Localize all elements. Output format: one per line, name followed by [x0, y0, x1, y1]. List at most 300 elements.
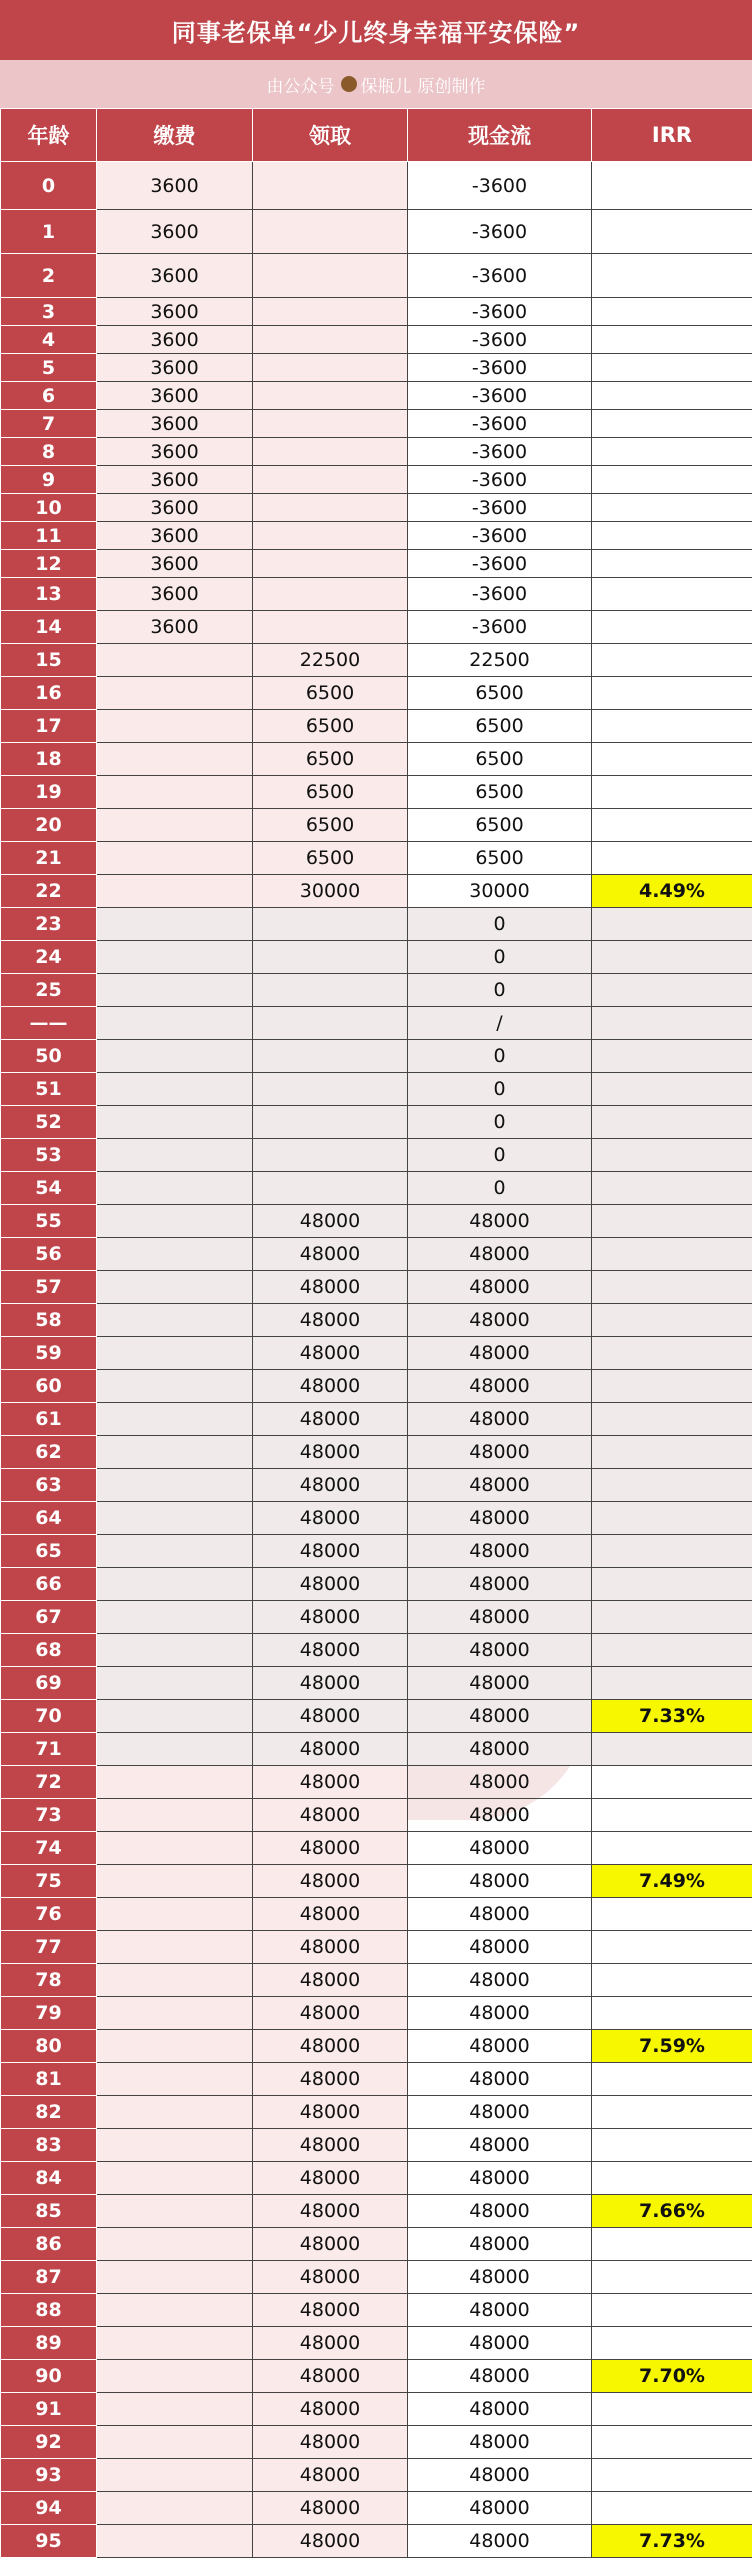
irr-cell	[592, 677, 752, 710]
cashflow-cell: 48000	[408, 2030, 592, 2063]
table-row	[1, 1601, 752, 1634]
age-cell: 56	[1, 1238, 97, 1271]
receive-cell: 48000	[253, 2228, 408, 2261]
age-cell: 76	[1, 1898, 97, 1931]
table-row	[1, 611, 752, 644]
table-row	[1, 644, 752, 677]
table-row	[1, 494, 752, 522]
receive-cell	[253, 1172, 408, 1205]
table-row	[1, 254, 752, 298]
age-cell: 5	[1, 354, 97, 382]
cashflow-cell: -3600	[408, 494, 592, 522]
payment-cell	[97, 1238, 253, 1271]
table-row	[1, 1139, 752, 1172]
cashflow-cell: 48000	[408, 1634, 592, 1667]
irr-cell	[592, 2261, 752, 2294]
age-cell: 3	[1, 298, 97, 326]
cashflow-cell: 48000	[408, 1436, 592, 1469]
irr-table	[0, 108, 752, 2558]
payment-cell: 3600	[97, 438, 253, 466]
irr-cell	[592, 326, 752, 354]
irr-cell	[592, 254, 752, 298]
irr-cell	[592, 1931, 752, 1964]
cashflow-cell: 48000	[408, 1568, 592, 1601]
irr-cell	[592, 1799, 752, 1832]
irr-cell	[592, 2096, 752, 2129]
table-row	[1, 1007, 752, 1040]
receive-cell: 48000	[253, 1502, 408, 1535]
irr-cell	[592, 908, 752, 941]
cashflow-cell: 0	[408, 1073, 592, 1106]
cashflow-cell: -3600	[408, 254, 592, 298]
receive-cell	[253, 382, 408, 410]
payment-cell	[97, 1898, 253, 1931]
cashflow-cell: 48000	[408, 1304, 592, 1337]
payment-cell	[97, 842, 253, 875]
irr-cell	[592, 611, 752, 644]
age-cell: 16	[1, 677, 97, 710]
irr-cell	[592, 382, 752, 410]
payment-cell	[97, 1205, 253, 1238]
payment-cell	[97, 1040, 253, 1073]
age-cell: ——	[1, 1007, 97, 1040]
age-cell: 22	[1, 875, 97, 908]
payment-cell	[97, 2162, 253, 2195]
receive-cell: 48000	[253, 1898, 408, 1931]
irr-cell	[592, 550, 752, 578]
table-row	[1, 354, 752, 382]
payment-cell	[97, 1106, 253, 1139]
header-irr: IRR	[592, 109, 752, 162]
payment-cell	[97, 2459, 253, 2492]
receive-cell: 6500	[253, 776, 408, 809]
payment-cell: 3600	[97, 382, 253, 410]
cashflow-cell: 48000	[408, 1733, 592, 1766]
irr-cell	[592, 1601, 752, 1634]
payment-cell: 3600	[97, 466, 253, 494]
subtitle-prefix: 由公众号	[267, 72, 335, 97]
table-row	[1, 2426, 752, 2459]
receive-cell: 48000	[253, 1964, 408, 1997]
receive-cell	[253, 1073, 408, 1106]
table-row	[1, 1733, 752, 1766]
cashflow-cell: -3600	[408, 298, 592, 326]
irr-cell	[592, 210, 752, 254]
age-cell: 84	[1, 2162, 97, 2195]
irr-cell: 7.33%	[592, 1700, 752, 1733]
payment-cell	[97, 1139, 253, 1172]
age-cell: 21	[1, 842, 97, 875]
table-row	[1, 210, 752, 254]
cashflow-cell: -3600	[408, 382, 592, 410]
table-row	[1, 2129, 752, 2162]
irr-cell	[592, 1898, 752, 1931]
irr-cell	[592, 1403, 752, 1436]
receive-cell: 48000	[253, 1667, 408, 1700]
payment-cell: 3600	[97, 254, 253, 298]
irr-cell: 7.73%	[592, 2525, 752, 2558]
age-cell: 55	[1, 1205, 97, 1238]
irr-cell	[592, 2327, 752, 2360]
payment-cell	[97, 875, 253, 908]
age-cell: 73	[1, 1799, 97, 1832]
payment-cell	[97, 1997, 253, 2030]
cashflow-cell: 48000	[408, 2360, 592, 2393]
table-row	[1, 875, 752, 908]
age-cell: 51	[1, 1073, 97, 1106]
receive-cell: 48000	[253, 1568, 408, 1601]
payment-cell: 3600	[97, 611, 253, 644]
table-row	[1, 1403, 752, 1436]
payment-cell: 3600	[97, 326, 253, 354]
table-row	[1, 1370, 752, 1403]
irr-cell	[592, 2393, 752, 2426]
table-row	[1, 578, 752, 611]
payment-cell	[97, 1601, 253, 1634]
receive-cell	[253, 354, 408, 382]
cashflow-cell: 0	[408, 1106, 592, 1139]
irr-cell	[592, 1667, 752, 1700]
irr-cell	[592, 1370, 752, 1403]
irr-cell	[592, 2063, 752, 2096]
receive-cell: 48000	[253, 1997, 408, 2030]
payment-cell	[97, 1535, 253, 1568]
brand-avatar-icon	[341, 76, 357, 92]
payment-cell	[97, 974, 253, 1007]
receive-cell: 48000	[253, 1469, 408, 1502]
age-cell: 61	[1, 1403, 97, 1436]
age-cell: 80	[1, 2030, 97, 2063]
irr-cell	[592, 1172, 752, 1205]
age-cell: 54	[1, 1172, 97, 1205]
age-cell: 14	[1, 611, 97, 644]
header-payment: 缴费	[97, 109, 253, 162]
cashflow-cell: 48000	[408, 2162, 592, 2195]
receive-cell	[253, 326, 408, 354]
age-cell: 90	[1, 2360, 97, 2393]
table-row	[1, 1964, 752, 1997]
age-cell: 7	[1, 410, 97, 438]
table-row	[1, 2063, 752, 2096]
table-header-row	[1, 109, 752, 162]
payment-cell	[97, 2261, 253, 2294]
payment-cell	[97, 2327, 253, 2360]
payment-cell	[97, 1370, 253, 1403]
irr-cell	[592, 743, 752, 776]
receive-cell: 48000	[253, 1370, 408, 1403]
table-row	[1, 1568, 752, 1601]
cashflow-cell: -3600	[408, 162, 592, 210]
cashflow-cell: 48000	[408, 1898, 592, 1931]
cashflow-cell: 48000	[408, 1205, 592, 1238]
age-cell: 86	[1, 2228, 97, 2261]
age-cell: 94	[1, 2492, 97, 2525]
receive-cell	[253, 908, 408, 941]
irr-cell	[592, 1766, 752, 1799]
age-cell: 0	[1, 162, 97, 210]
table-row	[1, 2030, 752, 2063]
age-cell: 13	[1, 578, 97, 611]
table-row	[1, 298, 752, 326]
receive-cell	[253, 410, 408, 438]
receive-cell: 48000	[253, 2393, 408, 2426]
receive-cell	[253, 438, 408, 466]
cashflow-cell: -3600	[408, 354, 592, 382]
irr-cell	[592, 1040, 752, 1073]
payment-cell	[97, 710, 253, 743]
age-cell: 20	[1, 809, 97, 842]
payment-cell	[97, 677, 253, 710]
irr-cell: 4.49%	[592, 875, 752, 908]
table-row	[1, 1040, 752, 1073]
payment-cell	[97, 1733, 253, 1766]
receive-cell: 48000	[253, 2525, 408, 2558]
cashflow-cell: 48000	[408, 2294, 592, 2327]
age-cell: 23	[1, 908, 97, 941]
receive-cell	[253, 522, 408, 550]
table-row	[1, 2162, 752, 2195]
cashflow-cell: 22500	[408, 644, 592, 677]
payment-cell	[97, 2525, 253, 2558]
irr-cell	[592, 974, 752, 1007]
age-cell: 79	[1, 1997, 97, 2030]
irr-cell	[592, 1832, 752, 1865]
irr-cell	[592, 1469, 752, 1502]
cashflow-cell: 48000	[408, 1997, 592, 2030]
table-row	[1, 2525, 752, 2558]
receive-cell: 48000	[253, 2327, 408, 2360]
table-row	[1, 550, 752, 578]
age-cell: 6	[1, 382, 97, 410]
payment-cell: 3600	[97, 522, 253, 550]
payment-cell	[97, 1964, 253, 1997]
payment-cell	[97, 1865, 253, 1898]
table-body	[1, 162, 752, 2558]
cashflow-cell: 48000	[408, 1238, 592, 1271]
table-row	[1, 1535, 752, 1568]
table-row	[1, 1172, 752, 1205]
table-row	[1, 2228, 752, 2261]
irr-cell	[592, 1205, 752, 1238]
age-cell: 24	[1, 941, 97, 974]
irr-cell	[592, 578, 752, 611]
table-row	[1, 1667, 752, 1700]
age-cell: 18	[1, 743, 97, 776]
age-cell: 64	[1, 1502, 97, 1535]
receive-cell: 48000	[253, 1865, 408, 1898]
receive-cell	[253, 1040, 408, 1073]
irr-cell	[592, 410, 752, 438]
age-cell: 10	[1, 494, 97, 522]
cashflow-cell: -3600	[408, 578, 592, 611]
irr-cell	[592, 1568, 752, 1601]
payment-cell: 3600	[97, 162, 253, 210]
age-cell: 70	[1, 1700, 97, 1733]
payment-cell	[97, 1766, 253, 1799]
table-row	[1, 382, 752, 410]
age-cell: 25	[1, 974, 97, 1007]
receive-cell	[253, 298, 408, 326]
receive-cell: 48000	[253, 1766, 408, 1799]
irr-cell: 7.59%	[592, 2030, 752, 2063]
cashflow-cell: 48000	[408, 2129, 592, 2162]
receive-cell: 48000	[253, 1700, 408, 1733]
cashflow-cell: 48000	[408, 2459, 592, 2492]
receive-cell: 48000	[253, 1733, 408, 1766]
cashflow-cell: 48000	[408, 1601, 592, 1634]
cashflow-cell: 48000	[408, 2261, 592, 2294]
cashflow-cell: -3600	[408, 410, 592, 438]
table-row	[1, 1997, 752, 2030]
payment-cell	[97, 1469, 253, 1502]
cashflow-cell: 0	[408, 908, 592, 941]
age-cell: 60	[1, 1370, 97, 1403]
receive-cell: 6500	[253, 677, 408, 710]
cashflow-cell: 48000	[408, 2096, 592, 2129]
receive-cell: 48000	[253, 1205, 408, 1238]
cashflow-cell: -3600	[408, 210, 592, 254]
table-row	[1, 466, 752, 494]
table-row	[1, 2393, 752, 2426]
header-age: 年龄	[1, 109, 97, 162]
header-receive: 领取	[253, 109, 408, 162]
table-row	[1, 2096, 752, 2129]
table-row	[1, 908, 752, 941]
payment-cell	[97, 2294, 253, 2327]
irr-cell	[592, 1535, 752, 1568]
irr-cell	[592, 1634, 752, 1667]
cashflow-cell: 0	[408, 1040, 592, 1073]
receive-cell	[253, 578, 408, 611]
age-cell: 52	[1, 1106, 97, 1139]
cashflow-cell: -3600	[408, 550, 592, 578]
age-cell: 77	[1, 1931, 97, 1964]
receive-cell	[253, 494, 408, 522]
table-row	[1, 1205, 752, 1238]
age-cell: 15	[1, 644, 97, 677]
table-row	[1, 1865, 752, 1898]
table-row	[1, 2327, 752, 2360]
table-row	[1, 2459, 752, 2492]
cashflow-cell: 48000	[408, 1766, 592, 1799]
cashflow-cell: 48000	[408, 2228, 592, 2261]
cashflow-cell: -3600	[408, 611, 592, 644]
receive-cell: 48000	[253, 2096, 408, 2129]
age-cell: 8	[1, 438, 97, 466]
irr-cell	[592, 2294, 752, 2327]
table-row	[1, 1106, 752, 1139]
receive-cell: 48000	[253, 1832, 408, 1865]
cashflow-cell: 6500	[408, 743, 592, 776]
receive-cell	[253, 550, 408, 578]
payment-cell	[97, 743, 253, 776]
table-row	[1, 1304, 752, 1337]
irr-cell	[592, 1238, 752, 1271]
irr-cell	[592, 1073, 752, 1106]
age-cell: 67	[1, 1601, 97, 1634]
receive-cell: 48000	[253, 1799, 408, 1832]
payment-cell	[97, 941, 253, 974]
receive-cell: 6500	[253, 743, 408, 776]
irr-cell	[592, 1964, 752, 1997]
irr-cell	[592, 1304, 752, 1337]
irr-cell: 7.70%	[592, 2360, 752, 2393]
age-cell: 78	[1, 1964, 97, 1997]
cashflow-cell: 48000	[408, 1271, 592, 1304]
table-row	[1, 776, 752, 809]
payment-cell	[97, 1832, 253, 1865]
irr-cell: 7.49%	[592, 1865, 752, 1898]
cashflow-cell: 48000	[408, 1370, 592, 1403]
irr-cell	[592, 842, 752, 875]
cashflow-cell: 30000	[408, 875, 592, 908]
cashflow-cell: 48000	[408, 2426, 592, 2459]
cashflow-cell: 6500	[408, 809, 592, 842]
receive-cell: 48000	[253, 2261, 408, 2294]
age-cell: 2	[1, 254, 97, 298]
age-cell: 9	[1, 466, 97, 494]
table-row	[1, 842, 752, 875]
payment-cell	[97, 644, 253, 677]
irr-cell	[592, 644, 752, 677]
age-cell: 83	[1, 2129, 97, 2162]
table-row	[1, 1898, 752, 1931]
payment-cell	[97, 1172, 253, 1205]
receive-cell: 48000	[253, 2294, 408, 2327]
receive-cell: 48000	[253, 2426, 408, 2459]
irr-cell	[592, 162, 752, 210]
cashflow-cell: 48000	[408, 2492, 592, 2525]
payment-cell	[97, 2129, 253, 2162]
receive-cell: 22500	[253, 644, 408, 677]
payment-cell	[97, 1304, 253, 1337]
receive-cell: 48000	[253, 1436, 408, 1469]
irr-cell	[592, 466, 752, 494]
cashflow-cell: 48000	[408, 1667, 592, 1700]
irr-cell	[592, 809, 752, 842]
irr-cell	[592, 2426, 752, 2459]
receive-cell	[253, 941, 408, 974]
age-cell: 75	[1, 1865, 97, 1898]
payment-cell	[97, 1502, 253, 1535]
irr-cell	[592, 522, 752, 550]
receive-cell	[253, 611, 408, 644]
receive-cell: 48000	[253, 1238, 408, 1271]
payment-cell: 3600	[97, 410, 253, 438]
receive-cell: 48000	[253, 1634, 408, 1667]
cashflow-cell: 48000	[408, 1931, 592, 1964]
age-cell: 85	[1, 2195, 97, 2228]
age-cell: 71	[1, 1733, 97, 1766]
age-cell: 92	[1, 2426, 97, 2459]
cashflow-cell: 48000	[408, 1700, 592, 1733]
cashflow-cell: 48000	[408, 2525, 592, 2558]
age-cell: 88	[1, 2294, 97, 2327]
receive-cell: 6500	[253, 710, 408, 743]
table-row	[1, 1766, 752, 1799]
table-row	[1, 2195, 752, 2228]
receive-cell	[253, 210, 408, 254]
cashflow-cell: 0	[408, 1172, 592, 1205]
table-row	[1, 974, 752, 1007]
age-cell: 74	[1, 1832, 97, 1865]
cashflow-cell: 48000	[408, 2327, 592, 2360]
table-row	[1, 2294, 752, 2327]
irr-cell	[592, 1007, 752, 1040]
receive-cell: 48000	[253, 2162, 408, 2195]
page-title: 同事老保单“少儿终身幸福平安保险”	[0, 0, 752, 60]
age-cell: 93	[1, 2459, 97, 2492]
